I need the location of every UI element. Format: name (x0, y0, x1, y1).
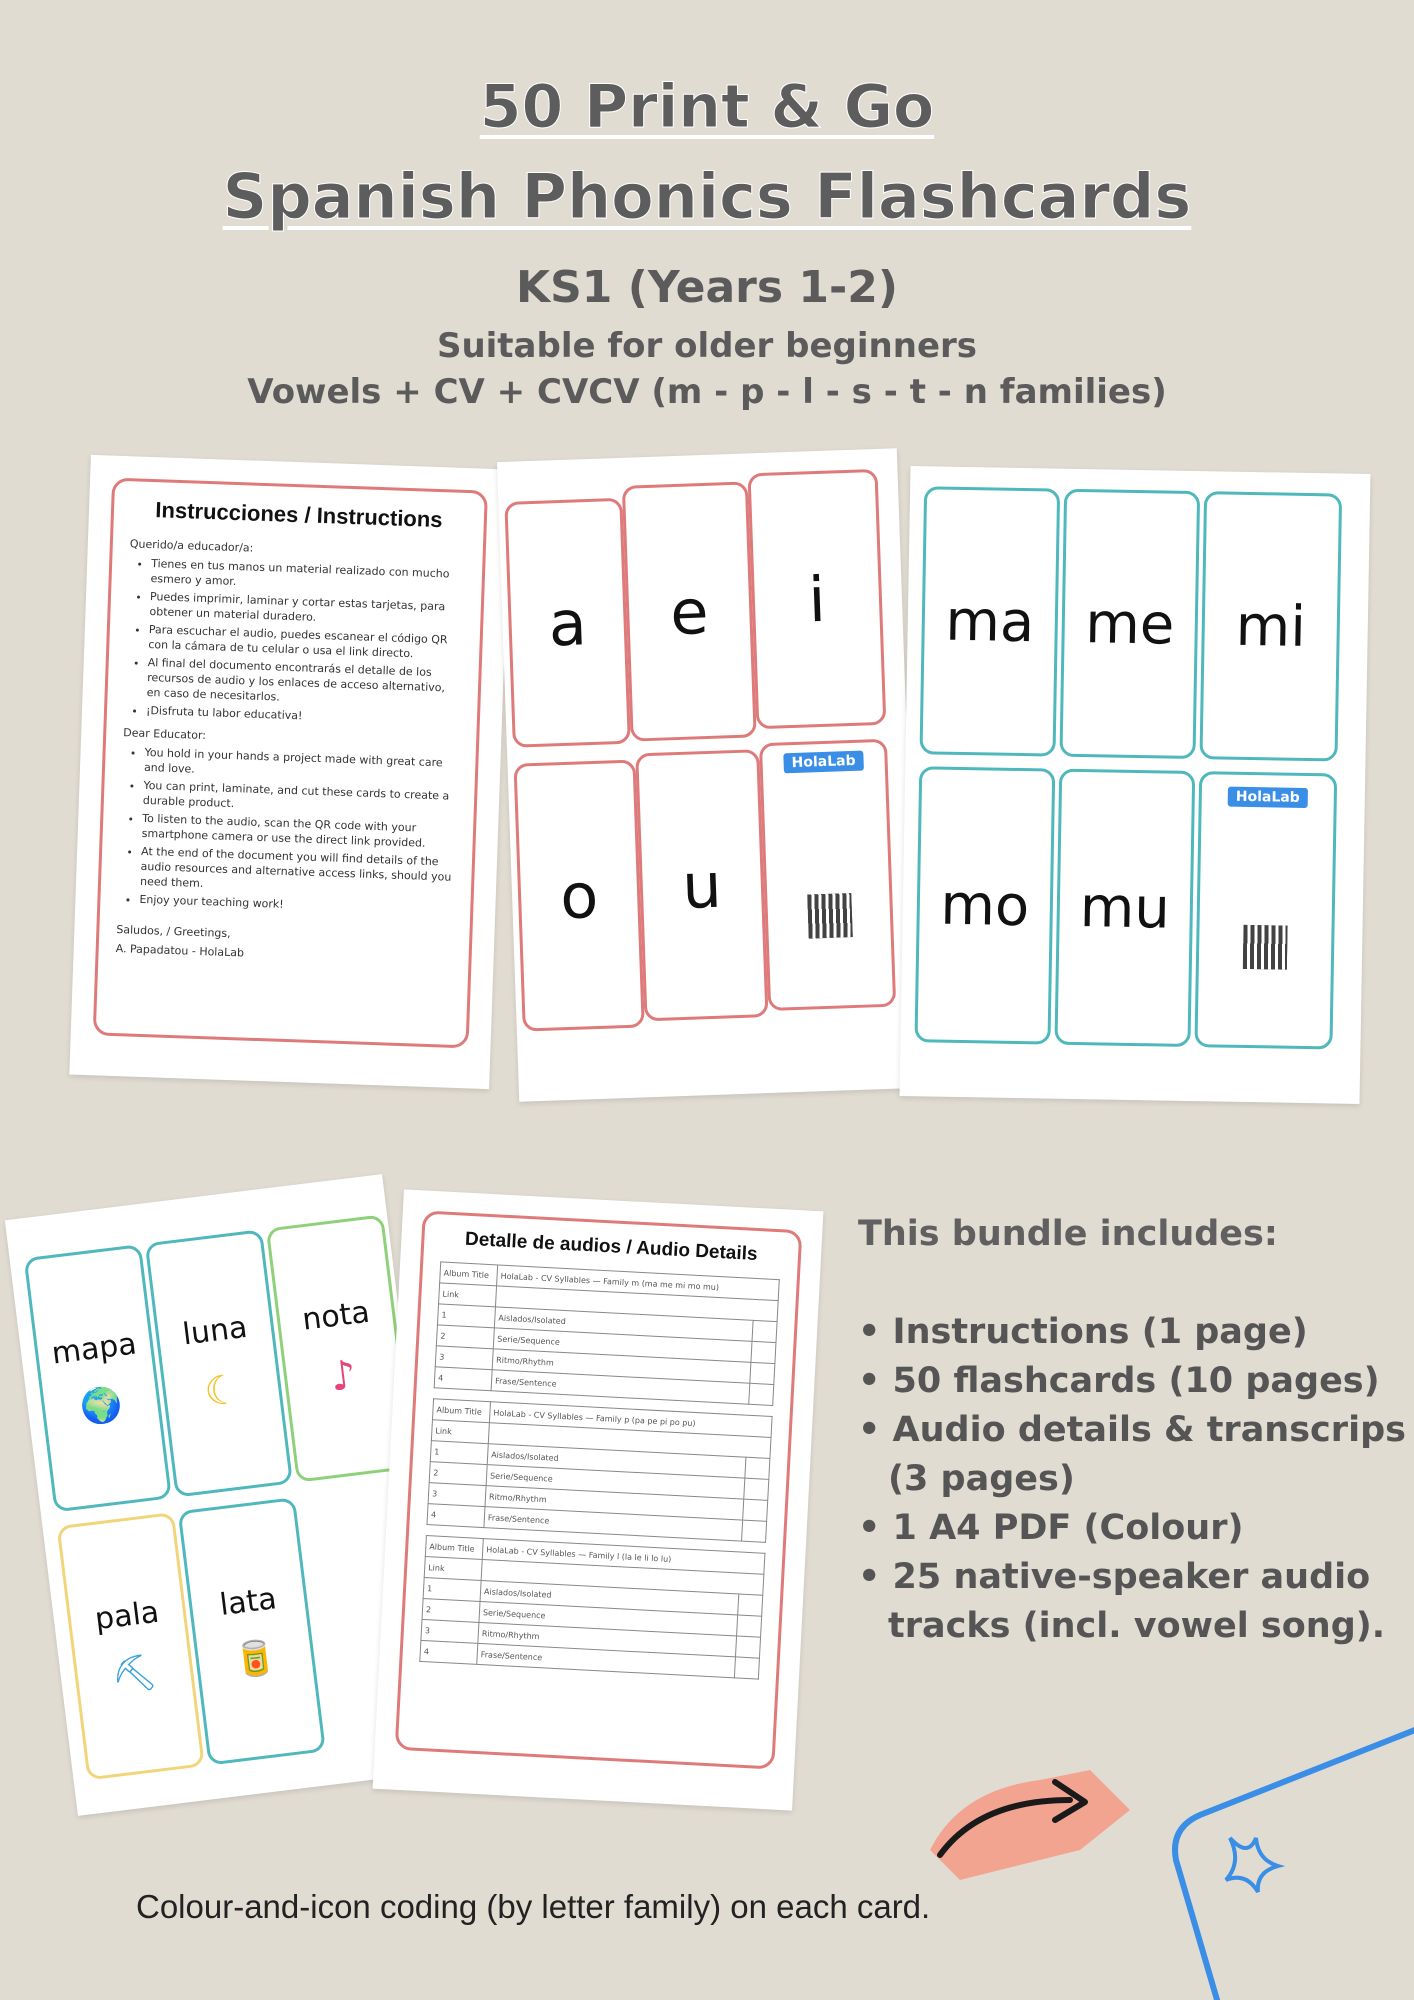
moon-icon: ☾ (201, 1365, 243, 1416)
audio-details-page-preview (373, 1189, 824, 1810)
bundle-item: • Audio details & transcrips (858, 1410, 1406, 1450)
list-item: • To listen to the audio, scan the QR code with your smartphone camera or use the direct link provided. (142, 811, 457, 852)
album-table: Album Title HolaLab - CV Syllables — Family l (la le li lo lu) Link 1 Aislados/Isolated 2 Serie/Sequence 3 Ritmo/Rhythm 4 Frase/Sentence (419, 1535, 765, 1680)
track-name: Serie/Sequence (493, 1328, 752, 1362)
scope-label: Vowels + CV + CVCV (m - p - l - s - t - n families) (247, 372, 1167, 412)
greeting-en: Dear Educator: (123, 726, 207, 743)
syllable-card: me (1059, 489, 1200, 759)
album-title: HolaLab - CV Syllables — Family m (ma me mi mo mu) (497, 1265, 780, 1301)
signoff: Saludos, / Greetings, (116, 923, 231, 941)
bundle-list (858, 1210, 1406, 1651)
shovel-icon: ⛏ (108, 1650, 160, 1698)
suitable-label: Suitable for older beginners (436, 326, 978, 366)
qr-info-card (1194, 771, 1337, 1049)
music-note-icon: ♪ (327, 1351, 359, 1401)
word-card-label: luna (180, 1309, 250, 1352)
track-name: Aislados/Isolated (487, 1444, 746, 1478)
word-card-label: pala (92, 1594, 161, 1637)
vowel-card: a (504, 498, 631, 748)
vowel-cards-page-preview (497, 448, 919, 1102)
author: A. Papadatou - HolaLab (115, 942, 245, 960)
word-card-label: mapa (49, 1325, 139, 1372)
syllable-card: mi (1199, 491, 1342, 761)
bundle-item: (3 pages) (888, 1459, 1075, 1499)
syllable-cards-page-preview (900, 466, 1371, 1104)
brand-badge: HolaLab (783, 751, 864, 774)
list-item: • You hold in your hands a project made with great care and love. (144, 745, 459, 786)
vowel-card: u (635, 749, 768, 1021)
can-icon: 🥫 (231, 1636, 279, 1682)
list-item: • Para escuchar el audio, puedes escanear el código QR con la cámara de tu celular o usa el link directo. (148, 622, 463, 663)
track-name: Serie/Sequence (486, 1465, 745, 1499)
star-icon (1226, 1838, 1278, 1892)
title-line-1: 50 Print & Go (479, 72, 935, 142)
footer-caption: Colour-and-icon coding (by letter family) on each card. (136, 1888, 931, 1925)
arrow-icon (900, 1760, 1140, 1880)
globe-icon: 🌍 (77, 1383, 125, 1428)
track-name: Frase/Sentence (491, 1370, 750, 1404)
list-item: • You can print, laminate, and cut these cards to create a durable product. (143, 778, 458, 819)
list-item: • Tienes en tus manos un material realizado con mucho esmero y amor. (150, 556, 465, 597)
syllable-card: mu (1054, 769, 1195, 1047)
list-item: • At the end of the document you will find details of the audio resources and alternative access links, should you need them. (140, 844, 455, 900)
bundle-item: • Instructions (1 page) (858, 1312, 1308, 1352)
list-item: • ¡Disfruta tu labor educativa! (146, 703, 460, 729)
greeting-es: Querido/a educador/a: (129, 537, 254, 555)
album-title: HolaLab - CV Syllables — Family l (la le li lo lu) (482, 1539, 765, 1575)
corner-card-decoration (1160, 1720, 1414, 2000)
bundle-item: • 25 native-speaker audio (858, 1557, 1371, 1597)
syllable-card: ma (920, 486, 1061, 756)
syllable-card: mo (914, 766, 1055, 1044)
bundle-item: tracks (incl. vowel song). (888, 1606, 1386, 1646)
track-name: Frase/Sentence (484, 1507, 743, 1541)
track-name: Ritmo/Rhythm (478, 1622, 737, 1656)
vowel-card: o (513, 760, 644, 1032)
qr-info-card (759, 739, 896, 1011)
track-name: Aislados/Isolated (494, 1307, 753, 1341)
bundle-heading: This bundle includes: (858, 1214, 1278, 1254)
list-item: • Puedes imprimir, laminar y cortar estas tarjetas, para obtener un material duradero. (149, 589, 464, 630)
word-card-label: nota (300, 1294, 372, 1338)
album-table: Album Title HolaLab - CV Syllables — Family m (ma me mi mo mu) Link 1 Aislados/Isolated 2 Serie/Sequence 3 Ritmo/Rhythm 4 Frase/Sentence (434, 1261, 780, 1406)
track-name: Ritmo/Rhythm (485, 1486, 744, 1520)
track-name: Frase/Sentence (477, 1643, 736, 1677)
bundle-item: • 1 A4 PDF (Colour) (858, 1508, 1244, 1548)
instructions-heading: Instrucciones / Instructions (154, 497, 443, 533)
track-name: Ritmo/Rhythm (492, 1349, 751, 1383)
vowel-card: e (622, 481, 757, 741)
word-card-label: lata (217, 1580, 279, 1623)
album-table: Album Title HolaLab - CV Syllables — Family p (pa pe pi po pu) Link 1 Aislados/Isolated 2 Serie/Sequence 3 Ritmo/Rhythm 4 Frase/Sentence (426, 1398, 772, 1543)
audio-heading: Detalle de audios / Audio Details (464, 1228, 759, 1265)
list-item: • Al final del documento encontrarás el detalle de los recursos de audio y los enlaces de acceso alternativo, en caso de necesitarlos. (146, 655, 461, 711)
instructions-page-preview (69, 455, 510, 1089)
track-name: Serie/Sequence (479, 1601, 738, 1635)
track-name: Aislados/Isolated (480, 1580, 739, 1614)
vowel-card: i (747, 469, 886, 729)
level-label: KS1 (Years 1-2) (516, 262, 898, 313)
qr-code-icon (1243, 925, 1288, 970)
list-item: • Enjoy your teaching work! (139, 892, 453, 918)
qr-code-icon (807, 893, 853, 939)
bundle-item: • 50 flashcards (10 pages) (858, 1361, 1380, 1401)
album-title: HolaLab - CV Syllables — Family p (pa pe pi po pu) (489, 1402, 772, 1438)
brand-badge: HolaLab (1228, 787, 1308, 808)
title-line-2: Spanish Phonics Flashcards (222, 160, 1192, 233)
